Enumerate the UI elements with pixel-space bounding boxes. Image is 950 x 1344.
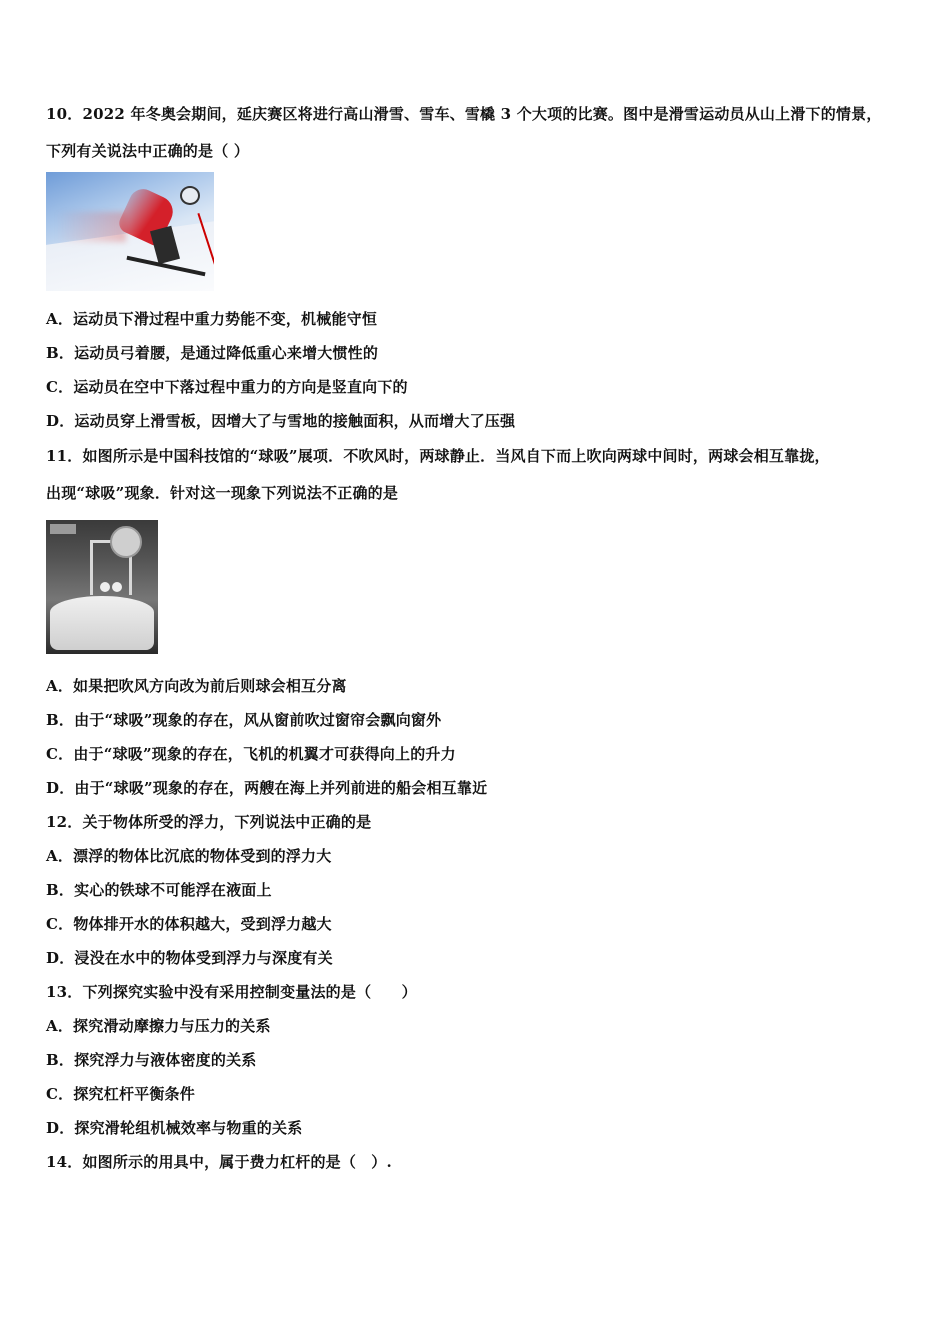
question-11-option-b[interactable]: B．由于“球吸”现象的存在，风从窗前吹过窗帘会飘向窗外 xyxy=(46,711,442,729)
question-10-option-a[interactable]: A．运动员下滑过程中重力势能不变，机械能守恒 xyxy=(46,310,378,328)
question-13-option-b[interactable]: B．探究浮力与液体密度的关系 xyxy=(46,1051,257,1069)
question-13-stem: 13．下列探究实验中没有采用控制变量法的是（ ） xyxy=(46,983,417,1001)
question-13-option-a[interactable]: A．探究滑动摩擦力与压力的关系 xyxy=(46,1017,271,1035)
question-10-option-c[interactable]: C．运动员在空中下落过程中重力的方向是竖直向下的 xyxy=(46,378,408,396)
question-11-stem-line-1: 11．如图所示是中国科技馆的“球吸”展项．不吹风时，两球静止．当风自下而上吹向两球中间时，两球会相互靠拢， xyxy=(46,447,830,465)
question-10-stem-line-1: 10．2022 年冬奥会期间，延庆赛区将进行高山滑雪、雪车、雪橇 3 个大项的比赛。图中是滑雪运动员从山上滑下的情景， xyxy=(46,105,882,123)
question-13-option-d[interactable]: D．探究滑轮组机械效率与物重的关系 xyxy=(46,1119,303,1137)
skier-photo xyxy=(46,172,214,291)
question-11-stem-line-2: 出现“球吸”现象．针对这一现象下列说法不正确的是 xyxy=(46,484,399,502)
question-12-option-d[interactable]: D．浸没在水中的物体受到浮力与深度有关 xyxy=(46,949,333,967)
question-11-option-d[interactable]: D．由于“球吸”现象的存在，两艘在海上并列前进的船会相互靠近 xyxy=(46,779,488,797)
question-12-option-a[interactable]: A．漂浮的物体比沉底的物体受到的浮力大 xyxy=(46,847,332,865)
question-10-stem-line-2: 下列有关说法中正确的是（ ） xyxy=(46,142,250,160)
question-14-stem: 14．如图所示的用具中，属于费力杠杆的是（ ）. xyxy=(46,1153,392,1171)
question-12-stem: 12．关于物体所受的浮力，下列说法中正确的是 xyxy=(46,813,372,831)
question-11-option-c[interactable]: C．由于“球吸”现象的存在，飞机的机翼才可获得向上的升力 xyxy=(46,745,456,763)
question-11-option-a[interactable]: A．如果把吹风方向改为前后则球会相互分离 xyxy=(46,677,347,695)
question-13-option-c[interactable]: C．探究杠杆平衡条件 xyxy=(46,1085,195,1103)
question-10-option-d[interactable]: D．运动员穿上滑雪板，因增大了与雪地的接触面积，从而增大了压强 xyxy=(46,412,516,430)
question-12-option-b[interactable]: B．实心的铁球不可能浮在液面上 xyxy=(46,881,272,899)
question-10-option-b[interactable]: B．运动员弓着腰，是通过降低重心来增大惯性的 xyxy=(46,344,379,362)
ball-suction-exhibit-photo xyxy=(46,520,158,654)
question-12-option-c[interactable]: C．物体排开水的体积越大，受到浮力越大 xyxy=(46,915,332,933)
